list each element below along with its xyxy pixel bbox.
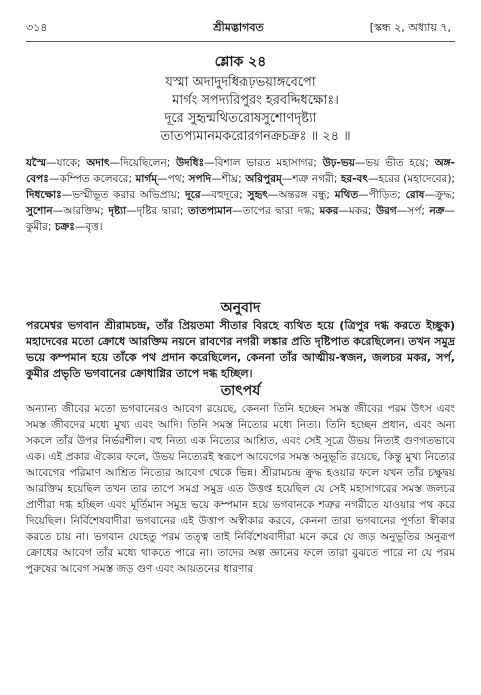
wbw-meaning: —বিশাল ভারত মহাসাগর; (204, 157, 323, 169)
wbw-meaning: —শীঘ্র; (211, 173, 246, 185)
purport-heading: তাৎপর্য (220, 383, 261, 399)
verse-line: তাতপ্যমানমকরোরগনক্রচক্রঃ ॥ ২৪ ॥ (160, 129, 351, 144)
running-header (26, 17, 451, 39)
word-for-word-meanings (26, 155, 455, 235)
wbw-term: উদধিঃ (175, 157, 205, 169)
wbw-meaning: —ভয় ভীত হয়ে; (354, 157, 435, 169)
shloka-label: শ্লোক ২৪ (214, 54, 267, 70)
wbw-term: সুশোন (26, 205, 53, 217)
wbw-meaning: —পথ; (157, 173, 189, 185)
wbw-meaning: —তাপের দ্বারা দগ্ধ; (232, 205, 320, 217)
wbw-term: অঙ্গ-বেপঃ (26, 157, 455, 185)
wbw-meaning: —দৃষ্টির দ্বারা; (126, 205, 189, 217)
wbw-meaning: —যাকে; (45, 157, 87, 169)
page-number: ৩১৪ (26, 21, 48, 34)
wbw-term: অরিপুরম্ (245, 173, 282, 185)
wbw-term: উরগ (375, 205, 397, 217)
header-rule (26, 41, 455, 42)
wbw-term: দৃষ্ট্যা (108, 205, 127, 217)
verse-line: যস্মা অদাদুদধিরূঢ়ভয়াঙ্গবেপো (165, 75, 316, 90)
book-title: শ্রীমদ্ভাগবত (213, 21, 264, 34)
purport-text: অন্যান্য জীবের মতো ভগবানেরও আবেগ রয়েছে, কেননা তিনি হচ্ছেন সমস্ত জীবের পরম উৎস এবং সমস্ত জীবদের মধ্যে মুখ্য এবং আদি। তিনি সমস্ত নিত্যের মধ্যে নিত্য। তিনি হচ্ছেন প্রধান, এবং অন্য সকলে তাঁর উপর নির্ভরশীল। বহু নিত্য এক নিত্যের আশ্রিত, এবং সেই সূত্রে উভয় নিত্যই গুণগতভাবে এক। এই প্রকার ঐক্যের ফলে, উভয় নিত্যেরই স্বরূপে আবেগের সমস্ত অনুভূতি রয়েছে, কিন্তু মুখ্য নিত্যের আবেগের পরিমাণ আশ্রিত নিত্যের আবেগ থেকে ভিন্ন। শ্রীরামচন্দ্র ক্রুদ্ধ হওয়ার ফলে যখন তাঁর চক্ষুদ্বয় আরক্তিম হয়েছিল তখন তার তাপে সমগ্র সমুদ্র এত উত্তপ্ত হয়েছিল যে সেই মহাসাগরের সমস্ত জলচর প্রাণীরা দগ্ধ হচ্ছিল এবং মূর্তিমান সমুদ্র ভয়ে কম্পমান হয়ে ভগবানকে শত্রুর নগরীতে যাওয়ার পথ করে দিয়েছিল। নির্বিশেষবাদীরা ভগবানের এই উত্তাপ অস্বীকার করবে, কেননা তারা ভগবানের পূর্ণতা স্বীকার করতে চায় না। ভগবান যেহেতু পরম তত্ত্ব তাই নির্বিশেষবাদীরা মনে করে যে জড় অনুভূতির অনুরূপ ক্রোধের আবেগ তাঁর মধ্যে থাকতে পারে না। তাদের অল্প জ্ঞানের ফলে তারা বুঝতে পারে না যে পরম পুরুষের আবেগ সমস্ত জড় গুণ এবং আয়তনের ধারণার (26, 403, 455, 575)
wbw-meaning: —পীড়িত; (358, 189, 406, 201)
wbw-meaning: —বৃত্ত। (74, 221, 103, 233)
translation-heading: অনুবাদ (220, 300, 261, 316)
wbw-term: সপদি (188, 173, 212, 185)
wbw-term: চক্রঃ (54, 221, 75, 233)
wbw-meaning: —বহুদূরে; (200, 189, 248, 201)
wbw-meaning: —কুমীর; (26, 205, 455, 233)
wbw-term: দূরে (185, 189, 201, 201)
wbw-term: উঢ়-ভয় (322, 157, 355, 169)
wbw-term: মকর (319, 205, 339, 217)
wbw-meaning: —মকর; (338, 205, 376, 217)
wbw-term: হর-বৎ (340, 173, 368, 185)
wbw-meaning: —সর্প; (396, 205, 430, 217)
wbw-meaning: —ভস্মীভূত করার অভিপ্রায়; (61, 189, 186, 201)
wbw-meaning: —ক্রুদ্ধ; (424, 189, 455, 201)
verse-line: দূরে সুহৃন্মথিতরোষসুশোণদৃষ্ট্যা (164, 111, 317, 126)
verse-line: মার্গং সপদ্যরিপুরং হরবদ্দিধক্ষোঃ। (172, 93, 339, 108)
wbw-meaning: —শত্রু নগরী; (281, 173, 341, 185)
translation-text: পরমেশ্বর ভগবান শ্রীরামচন্দ্র, তাঁর প্রিয়তমা সীতার বিরহে ব্যথিত হয়ে (ত্রিপুর দগ্ধ করতে ইচ্ছুক) মহাদেবের মতো ক্রোধে আরক্তিম নয়নে রাবণের নগরী লঙ্কার প্রতি দৃষ্টিপাত করেছিলেন। তখন সমুদ্র ভয়ে কম্পমান হয়ে তাঁকে পথ প্রদান করেছিলেন, কেননা তাঁর আত্মীয়-স্বজন, জলচর মকর, সর্প, কুমীর প্রভৃতি ভগবানের ক্রোধাগ্নির তাপে দগ্ধ হচ্ছিল। (26, 319, 455, 380)
wbw-term: সুহৃৎ (247, 189, 268, 201)
chapter-reference: [স্কন্ধ ২, অধ্যায় ৭, (369, 21, 451, 34)
wbw-term: মার্গম্ (135, 173, 158, 185)
wbw-term: মথিত (334, 189, 359, 201)
sanskrit-verse (0, 74, 481, 146)
wbw-meaning: —কম্পিত কলেবরে; (48, 173, 136, 185)
wbw-term: অদাৎ (86, 157, 110, 169)
wbw-meaning: —আরক্তিম; (52, 205, 109, 217)
wbw-term: যস্মৈ (26, 157, 46, 169)
wbw-meaning: —অন্তরঙ্গ বন্ধু; (267, 189, 335, 201)
wbw-term: নক্র (429, 205, 445, 217)
wbw-term: তাতপ্যমান (188, 205, 233, 217)
wbw-meaning: —দিয়েছিলেন; (109, 157, 176, 169)
wbw-term: রোষ (405, 189, 425, 201)
wbw-term: দিধক্ষোঃ (26, 189, 62, 201)
wbw-meaning: —হরের (মহাদেবের); (368, 173, 455, 185)
